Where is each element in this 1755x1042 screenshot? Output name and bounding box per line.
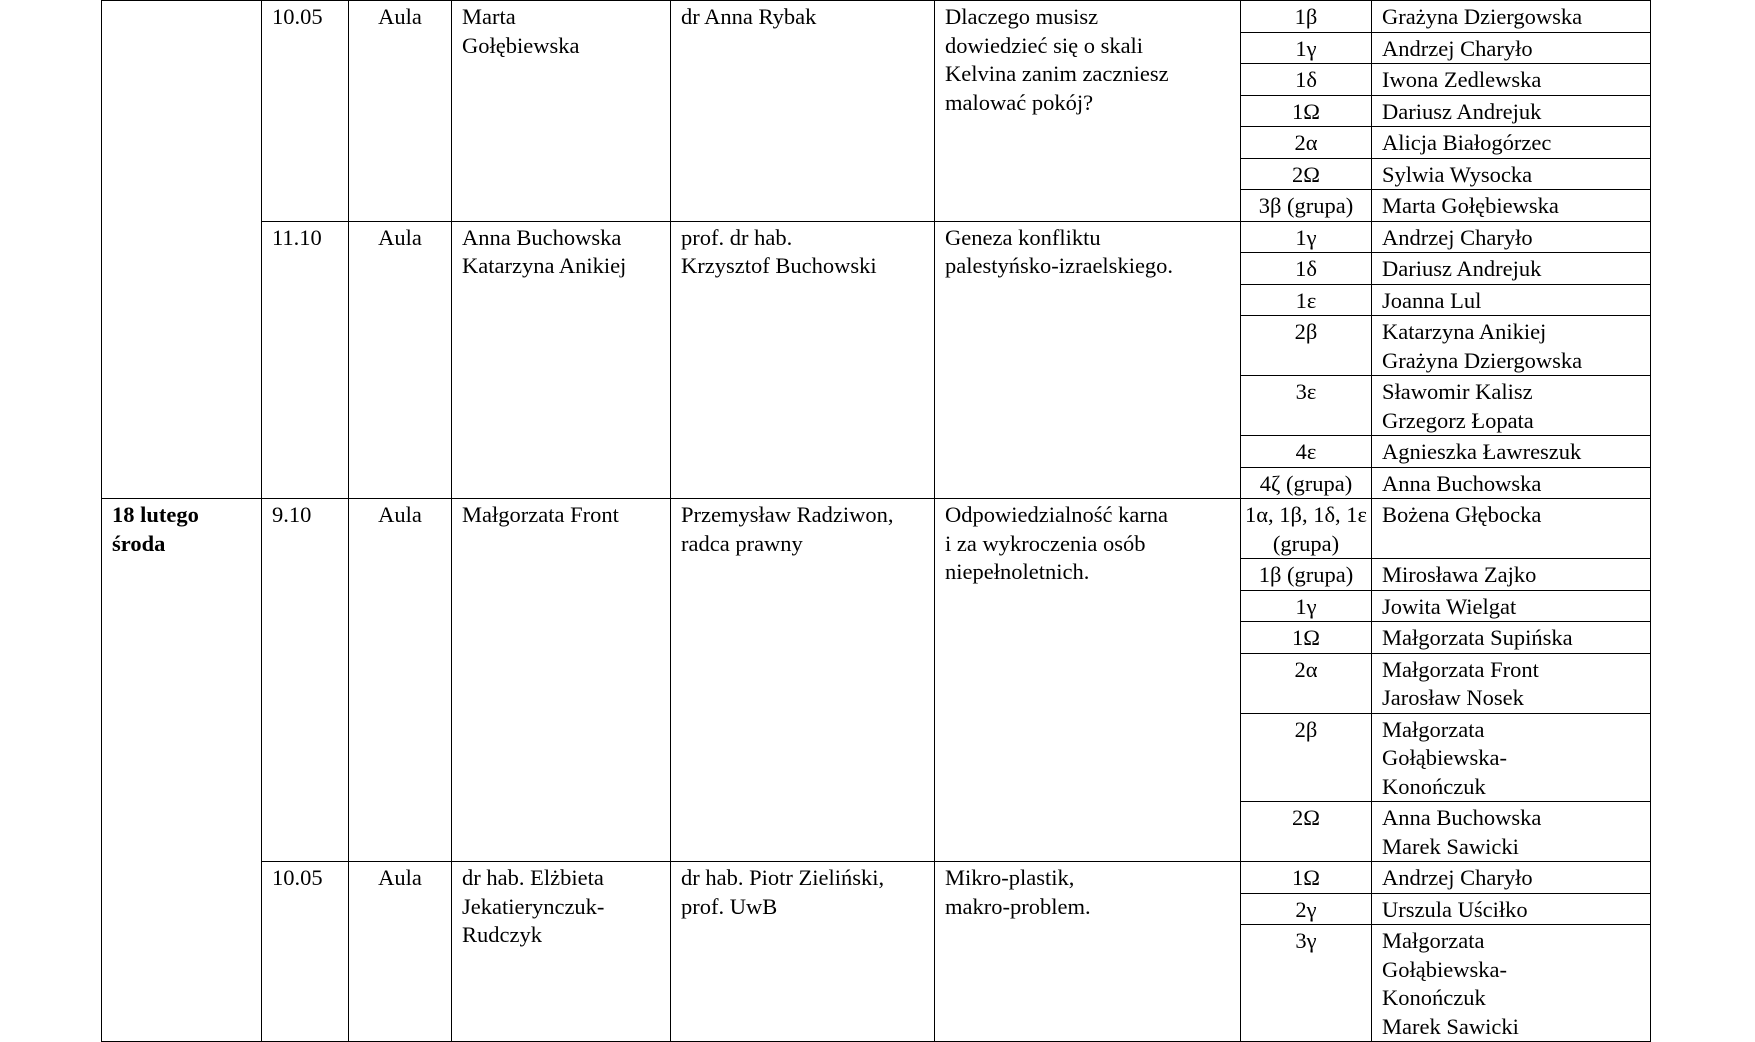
- topic-cell: [935, 1, 1241, 222]
- teachers-cell-line: Mirosława Zajko: [1382, 562, 1537, 587]
- class-cell: [1241, 95, 1372, 127]
- time-cell: [262, 862, 349, 1042]
- class-cell: [1241, 221, 1372, 253]
- teachers-cell-line: Małgorzata: [1382, 716, 1485, 742]
- teachers-cell: [1372, 221, 1651, 253]
- class-cell: [1241, 190, 1372, 222]
- topic-cell: [935, 862, 1241, 1042]
- topic-cell-line: Kelvina zanim zaczniesz: [945, 61, 1169, 86]
- organizers-cell: [452, 499, 671, 862]
- teachers-cell: [1372, 95, 1651, 127]
- teachers-cell-line: Joanna Lul: [1382, 287, 1482, 313]
- teachers-cell: [1372, 590, 1651, 622]
- teachers-cell: [1372, 1, 1651, 33]
- class-cell: [1241, 284, 1372, 316]
- teachers-cell: [1372, 467, 1651, 499]
- teachers-cell-line: Grzegorz Łopata: [1382, 407, 1534, 433]
- teachers-cell-line: Dariusz Andrejuk: [1382, 98, 1542, 124]
- class-cell: [1241, 893, 1372, 925]
- speaker-cell-line: Przemysław Radziwon,: [681, 502, 894, 527]
- class-cell: [1241, 802, 1372, 862]
- organizers-cell-line: Marta: [462, 4, 516, 29]
- speaker-cell-line: dr hab. Piotr Zieliński,: [681, 865, 885, 890]
- class-cell: [1241, 32, 1372, 64]
- class-cell: [1241, 158, 1372, 190]
- teachers-cell-line: Grażyna Dziergowska: [1382, 347, 1583, 373]
- teachers-cell-line: Małgorzata: [1382, 928, 1485, 953]
- teachers-cell-line: Anna Buchowska: [1382, 805, 1542, 830]
- class-cell: [1241, 1, 1372, 33]
- teachers-cell-line: Małgorzata Front: [1382, 656, 1539, 682]
- class-cell: [1241, 436, 1372, 468]
- speaker-cell-line: prof. dr hab.: [681, 224, 793, 250]
- class-value: 1δ: [1295, 67, 1317, 92]
- teachers-cell-line: Anna Buchowska: [1382, 470, 1542, 496]
- topic-cell-line: palestyńsko-izraelskiego.: [945, 253, 1174, 278]
- teachers-cell: [1372, 653, 1651, 713]
- teachers-cell: [1372, 127, 1651, 159]
- class-value: 3ε: [1295, 379, 1317, 404]
- teachers-cell-line: Gołąbiewska-: [1382, 745, 1507, 770]
- topic-cell: [935, 499, 1241, 862]
- room-cell: [349, 1, 452, 222]
- class-cell: [1241, 622, 1372, 654]
- topic-cell-line: dowiedzieć się o skali: [945, 32, 1144, 58]
- teachers-cell-line: Andrzej Charyło: [1382, 35, 1533, 61]
- table-row: [102, 862, 1651, 894]
- class-cell: [1241, 499, 1372, 559]
- organizers-cell-line: Katarzyna Anikiej: [462, 253, 627, 278]
- day-cell: [102, 499, 262, 1042]
- topic-cell-line: malować pokój?: [945, 89, 1094, 115]
- class-value: 2β: [1294, 319, 1318, 344]
- class-value: 1Ω: [1292, 865, 1320, 890]
- topic-cell: [935, 221, 1241, 499]
- teachers-cell-line: Urszula Uściłko: [1382, 896, 1528, 922]
- teachers-cell-line: Sławomir Kalisz: [1382, 379, 1533, 404]
- organizers-cell-line: Gołębiewska: [462, 32, 580, 58]
- teachers-cell-line: Grażyna Dziergowska: [1382, 4, 1583, 29]
- teachers-cell-line: Katarzyna Anikiej: [1382, 319, 1547, 344]
- time-value: 9.10: [272, 502, 312, 527]
- teachers-cell-line: Agnieszka Ławreszuk: [1382, 439, 1582, 464]
- class-value: 2γ: [1295, 896, 1317, 922]
- teachers-cell: [1372, 622, 1651, 654]
- class-cell: [1241, 925, 1372, 1042]
- speaker-cell: [671, 1, 935, 222]
- speaker-cell: [671, 499, 935, 862]
- teachers-cell-line: Marek Sawicki: [1382, 833, 1519, 859]
- teachers-cell: [1372, 499, 1651, 559]
- class-value: 1α, 1β, 1δ, 1ε (grupa): [1244, 502, 1368, 556]
- topic-cell-line: i za wykroczenia osób: [945, 530, 1146, 556]
- class-value: 4ζ (grupa): [1259, 470, 1353, 496]
- teachers-cell-line: Iwona Zedlewska: [1382, 67, 1542, 92]
- teachers-cell-line: Andrzej Charyło: [1382, 224, 1533, 250]
- room-cell: [349, 221, 452, 499]
- class-value: 1γ: [1295, 35, 1317, 61]
- teachers-cell-line: Marek Sawicki: [1382, 1013, 1519, 1039]
- teachers-cell: [1372, 64, 1651, 96]
- organizers-cell-line: dr hab. Elżbieta: [462, 865, 604, 890]
- class-value: 1Ω: [1292, 98, 1320, 124]
- teachers-cell-line: Andrzej Charyło: [1382, 865, 1533, 890]
- room-value: Aula: [378, 502, 422, 527]
- teachers-cell: [1372, 253, 1651, 285]
- organizers-cell-line: Rudczyk: [462, 922, 542, 947]
- room-value: Aula: [378, 865, 422, 890]
- teachers-cell: [1372, 925, 1651, 1042]
- class-cell: [1241, 559, 1372, 591]
- teachers-cell-line: Dariusz Andrejuk: [1382, 256, 1542, 281]
- class-value: 2Ω: [1292, 161, 1320, 187]
- class-cell: [1241, 127, 1372, 159]
- teachers-cell: [1372, 284, 1651, 316]
- organizers-cell: [452, 1, 671, 222]
- room-value: Aula: [378, 224, 422, 250]
- time-value: 11.10: [272, 224, 322, 250]
- teachers-cell-line: Jowita Wielgat: [1382, 593, 1517, 619]
- organizers-cell: [452, 862, 671, 1042]
- teachers-cell: [1372, 32, 1651, 64]
- teachers-cell-line: Sylwia Wysocka: [1382, 161, 1533, 187]
- speaker-cell: [671, 862, 935, 1042]
- teachers-cell-line: Gołąbiewska-: [1382, 956, 1507, 982]
- table-row: [102, 221, 1651, 253]
- class-value: 3γ: [1295, 928, 1317, 953]
- class-cell: [1241, 316, 1372, 376]
- class-value: 1γ: [1295, 593, 1317, 619]
- day-cell: [102, 1, 262, 499]
- teachers-cell-line: Marta Gołębiewska: [1382, 193, 1559, 218]
- organizers-cell: [452, 221, 671, 499]
- speaker-cell-line: radca prawny: [681, 530, 803, 556]
- teachers-cell: [1372, 158, 1651, 190]
- room-cell: [349, 499, 452, 862]
- table-row: [102, 499, 1651, 559]
- class-value: 4ε: [1295, 439, 1317, 464]
- time-value: 10.05: [272, 865, 323, 890]
- class-cell: [1241, 862, 1372, 894]
- teachers-cell: [1372, 376, 1651, 436]
- class-cell: [1241, 64, 1372, 96]
- table-row: [102, 1, 1651, 33]
- class-value: 1δ: [1295, 256, 1317, 281]
- class-cell: [1241, 590, 1372, 622]
- speaker-cell-line: Krzysztof Buchowski: [681, 253, 877, 278]
- teachers-cell: [1372, 559, 1651, 591]
- class-value: 2α: [1294, 656, 1318, 682]
- day-label: 18 lutego środa: [112, 502, 199, 556]
- topic-cell-line: Odpowiedzialność karna: [945, 502, 1169, 527]
- time-cell: [262, 1, 349, 222]
- room-cell: [349, 862, 452, 1042]
- teachers-cell-line: Konończuk: [1382, 773, 1486, 799]
- class-value: 1γ: [1295, 224, 1317, 250]
- teachers-cell-line: Konończuk: [1382, 985, 1486, 1010]
- teachers-cell: [1372, 436, 1651, 468]
- teachers-cell-line: Małgorzata Supińska: [1382, 625, 1573, 650]
- class-cell: [1241, 376, 1372, 436]
- teachers-cell: [1372, 893, 1651, 925]
- topic-cell-line: makro-problem.: [945, 893, 1091, 919]
- teachers-cell: [1372, 713, 1651, 802]
- teachers-cell: [1372, 316, 1651, 376]
- teachers-cell-line: Alicja Białogórzec: [1382, 130, 1552, 155]
- teachers-cell: [1372, 862, 1651, 894]
- organizers-cell-line: Anna Buchowska: [462, 224, 622, 250]
- class-value: 1β (grupa): [1258, 562, 1354, 587]
- class-value: 1β: [1294, 4, 1318, 29]
- speaker-cell-line: dr Anna Rybak: [681, 4, 817, 29]
- speaker-cell-line: prof. UwB: [681, 893, 778, 919]
- class-value: 1Ω: [1292, 625, 1320, 650]
- teachers-cell: [1372, 190, 1651, 222]
- topic-cell-line: Geneza konfliktu: [945, 224, 1101, 250]
- class-value: 2Ω: [1292, 805, 1320, 830]
- room-value: Aula: [378, 4, 422, 29]
- teachers-cell-line: Jarosław Nosek: [1382, 685, 1524, 710]
- class-value: 2β: [1294, 716, 1318, 742]
- class-value: 1ε: [1295, 287, 1317, 313]
- time-value: 10.05: [272, 4, 323, 29]
- speaker-cell: [671, 221, 935, 499]
- class-cell: [1241, 253, 1372, 285]
- time-cell: [262, 221, 349, 499]
- schedule-table: [101, 0, 1651, 1042]
- topic-cell-line: niepełnoletnich.: [945, 559, 1090, 584]
- class-cell: [1241, 713, 1372, 802]
- topic-cell-line: Dlaczego musisz: [945, 4, 1099, 29]
- class-value: 2α: [1294, 130, 1318, 155]
- teachers-cell-line: Bożena Głębocka: [1382, 502, 1542, 527]
- class-value: 3β (grupa): [1258, 193, 1354, 218]
- time-cell: [262, 499, 349, 862]
- class-cell: [1241, 653, 1372, 713]
- organizers-cell-line: Jekatierynczuk-: [462, 893, 605, 919]
- schedule-body: [102, 1, 1651, 1042]
- organizers-cell-line: Małgorzata Front: [462, 502, 619, 527]
- teachers-cell: [1372, 802, 1651, 862]
- topic-cell-line: Mikro-plastik,: [945, 865, 1075, 890]
- class-cell: [1241, 467, 1372, 499]
